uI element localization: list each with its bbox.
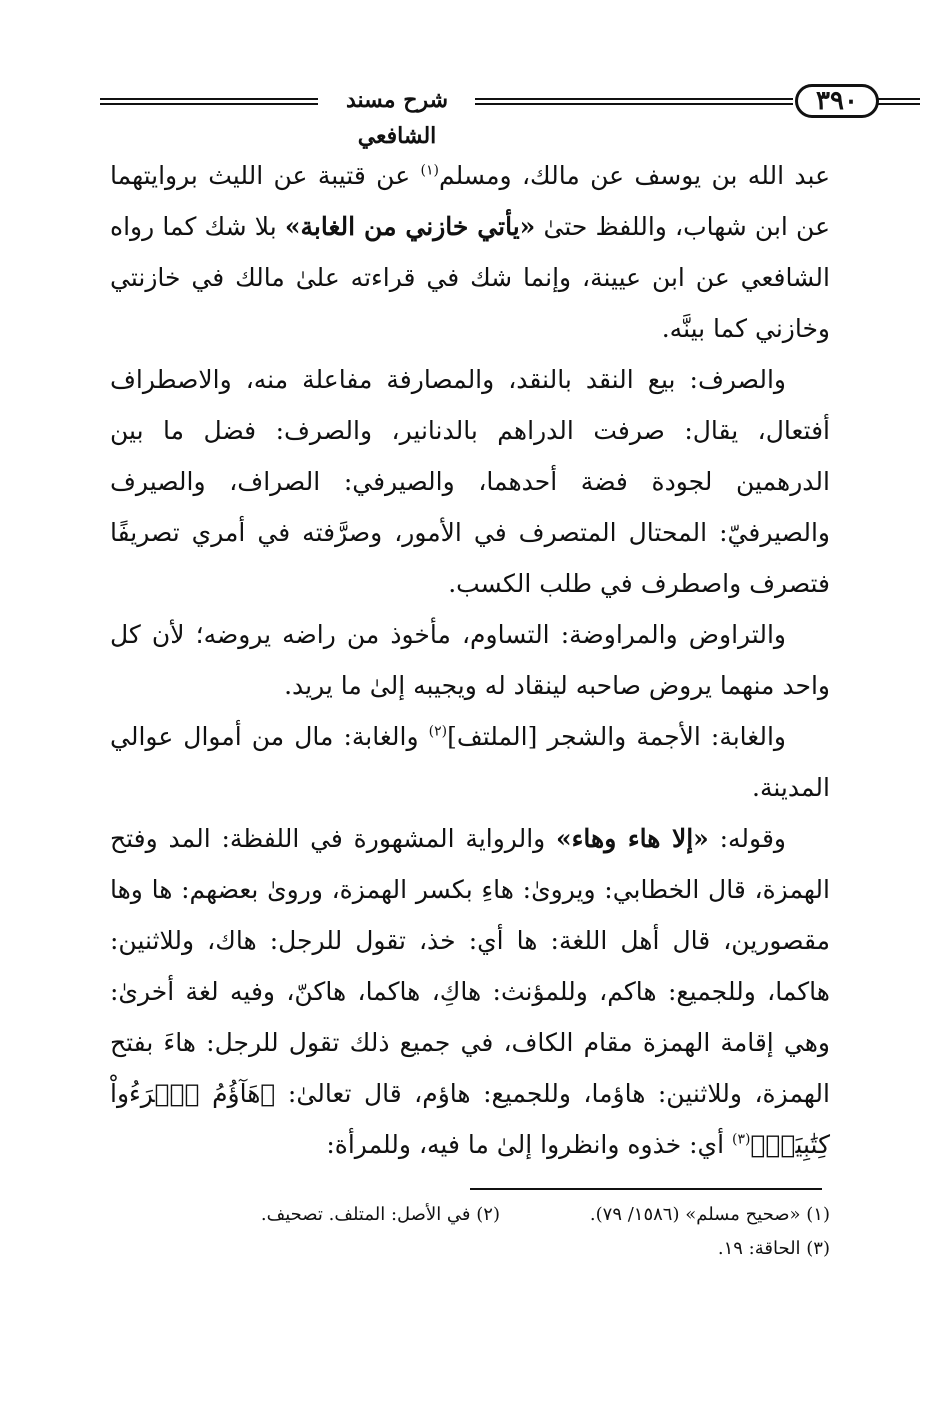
- p5-text-b: والرواية المشهورة في اللفظة: المد وفتح الهمزة، قال الخطابي: ويروىٰ: هاءِ بكسر الهمزة، وروىٰ بعضهم: ها وها مقصورين، قال أهل اللغة: ها أي: خذ، تقول للرجل: هاك، وللاثنين: هاكما، وللجميع: هاكم، وللمؤنث: هاكِ، هاكما، هاكنّ، وفيه لغة أخرىٰ: وهي إقامة الهمزة مقام الكاف، في جميع ذلك تقول للرجل: هاءَ بفتح الهمزة، وللاثنين: هاؤما، وللجميع: هاؤم، قال تعالىٰ:: [110, 824, 830, 1108]
- footnote-separator: [470, 1188, 822, 1190]
- p1-hadith-quote: «يأتي خازني من الغابة»: [284, 212, 536, 241]
- paragraph-3: والتراوض والمراوضة: التساوم، مأخوذ من راضه يروضه؛ لأن كل واحد منهما يروض صاحبه لينقاد له ويجيبه إلىٰ ما يريد.: [110, 620, 830, 700]
- footnote-1: (١) «صحيح مسلم» (١٥٨٦/ ٧٩).: [589, 1204, 830, 1225]
- page-number: ٣٩٠: [795, 84, 879, 118]
- header-rule-middle: [475, 98, 793, 105]
- header-rule-left: [100, 98, 318, 105]
- footnote-ref-2: (٢): [428, 723, 448, 740]
- footnote-ref-1: (١): [420, 162, 439, 179]
- footnote-row: [110, 1232, 830, 1266]
- main-text: [110, 150, 830, 1170]
- page-header: [100, 82, 858, 149]
- header-rule-right: [878, 98, 920, 105]
- paragraph-1: [110, 150, 830, 354]
- footnote-2: (٢) في الأصل: المتلف. تصحيف.: [260, 1204, 500, 1225]
- p5-quran-verse: ﴿هَآؤُمُ ٱقۡرَءُواْ كِتَٰبِيَهۡ﴾: [110, 1079, 830, 1159]
- p5-text-a: وقوله:: [708, 824, 786, 853]
- paragraph-4: [110, 711, 830, 813]
- footnote-ref-3: (٣): [731, 1131, 751, 1148]
- running-title: شرح مسند الشافعي: [345, 87, 449, 149]
- footnote-3: (٣) الحاقة: ١٩.: [717, 1238, 830, 1259]
- footnote-row: [110, 1198, 830, 1232]
- footnotes: [110, 1198, 830, 1266]
- paragraph-2: والصرف: بيع النقد بالنقد، والمصارفة مفاعلة منه، والاصطراف أفتعال، يقال: صرفت الدراهم بالدنانير، والصرف: فضل ما بين الدرهمين لجودة فضة أحدهما، والصيرفي: الصراف، والصيرف والصيرفيّ: المحتال المتصرف في الأمور، وصرَّفته في أمري تصريفًا فتصرف واصطرف في طلب الكسب.: [110, 365, 830, 598]
- p5-hadith-quote: «إلا هاء وهاء»: [556, 824, 709, 853]
- p4-text-a: والغابة: الأجمة والشجر [الملتف]: [447, 722, 786, 751]
- p1-text-a: عبد الله بن يوسف عن مالك، ومسلم: [438, 161, 830, 190]
- p5-text-c: أي: خذوه وانظروا إلىٰ ما فيه، وللمرأة:: [326, 1130, 732, 1159]
- paragraph-5: [110, 813, 830, 1170]
- p4-text-b: والغابة: مال من أموال عوالي المدينة.: [110, 722, 830, 802]
- p1-text-c: بلا شك كما رواه الشافعي عن ابن عيينة، وإنما شك في قراءته علىٰ مالك في خازنتي وخازني كما بينَّه.: [110, 212, 830, 343]
- p1-text-b: عن قتيبة عن الليث بروايتهما عن ابن شهاب، واللفظ حتىٰ: [110, 161, 831, 241]
